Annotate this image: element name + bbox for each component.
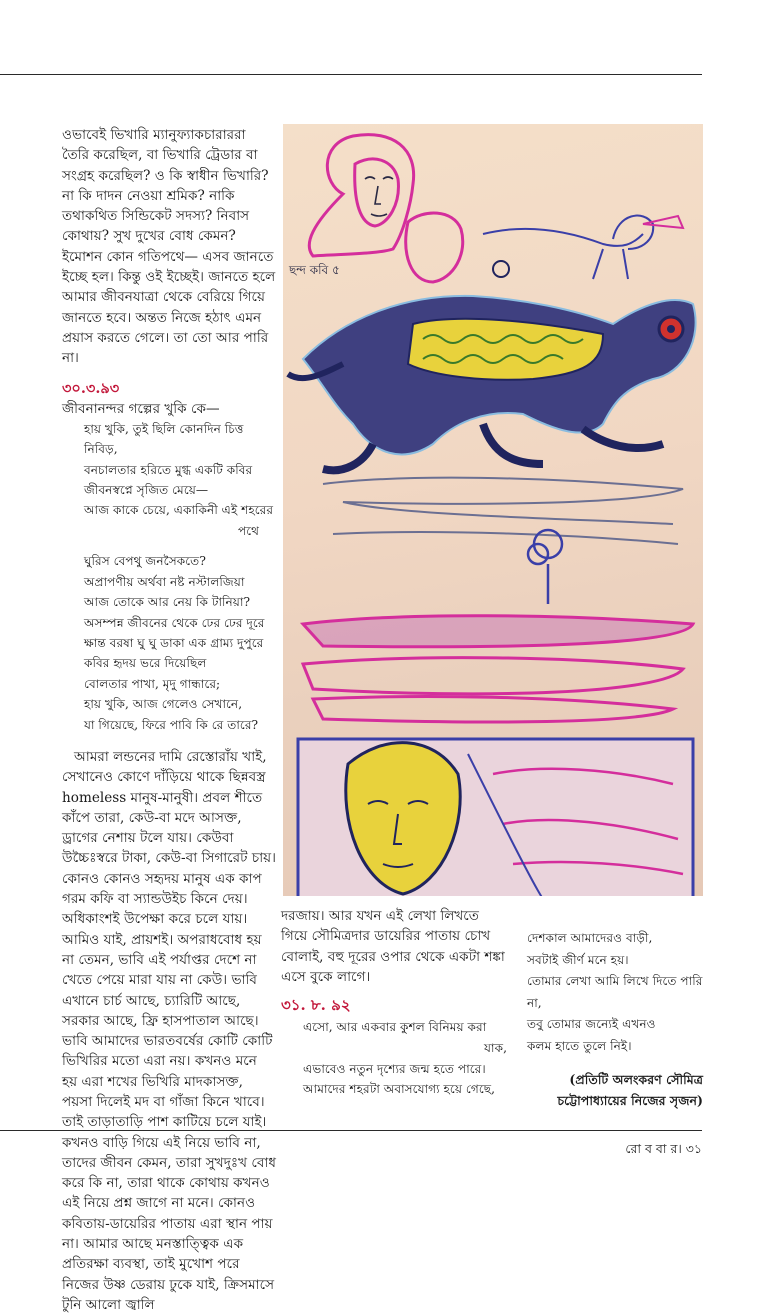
- poem-line: যাক,: [484, 1041, 507, 1056]
- poem-line: হায় খুকি, আজ গেলেও সেখানে,: [84, 697, 243, 712]
- poem-line: যা গিয়েছে, ফিরে পাবি কি রে তারে?: [84, 717, 259, 732]
- poem-line: জীবনস্বপ্নে সৃজিত মেয়ে—: [84, 483, 209, 498]
- poem-line: এভাবেও নতুন দৃশ্যের জন্ম হতে পারে।: [303, 1061, 486, 1076]
- paragraph-beggars: ওভাবেই ভিখারি ম্যানুফ্যাকচারাররা তৈরি করেছিল, বা ভিখারি ট্রেডার বা সংগ্রহ করেছিল? ও কি স্বাধীন ভিখারি? না কি দাদন নেওয়া শ্রমিক? নাকি তথাকথিত সিন্ডিকেট সদস্য? নিবাস কোথায়? সুখ দুখের বোধ কেমন? ইমোশন কোন গতিপথে— এসব জানতে ইচ্ছে হল। কিন্তু ওই ইচ্ছেই। জানতে হলে আমার জীবনযাত্রা থেকে বেরিয়ে গিয়ে জানতে হবে। অন্তত নিজে হঠাৎ এমন প্রয়াস করতে গেলে। তা তো আর পারি না।: [62, 127, 276, 367]
- poem-line: সবটাই জীর্ণ মনে হয়।: [527, 952, 629, 967]
- paragraph-london: আমরা লন্ডনের দামি রেস্তোরাঁয় খাই, সেখানেও কোণে দাঁড়িয়ে থাকে ছিন্নবস্ত্র homeless মানুষ-মানুষী। প্রবল শীতে কাঁপে তারা, কেউ-বা মদে আসক্ত, ড্রাগের নেশায় টলে যায়। কেউবা উচ্চৈঃস্বরে টাকা, কেউ-বা সিগারেট চায়। কোনও কোনও সহৃদয় মানুষ এক কাপ গরম কফি বা স্যান্ডউইচ কিনে দেয়। অধিকাংশই উপেক্ষা করে চলে যায়। আমিও যাই, প্রায়শই। অপরাধবোধ হয় না তেমন, ভাবি এই পর্যাপ্তর দেশে না খেতে পেয়ে মারা যায় না কেউ। ভাবি এখানে চার্চ আছে, চ্যারিটি আছে, সরকার আছে, ফ্রি হাসপাতাল আছে। ভাবি আমাদের ভারতবর্ষের কোটি কোটি ভিখিরির মতো এরা নয়। কখনও মনে হয় এরা শখের ভিখিরি মাদকাসক্ত, পয়সা দিলেই মদ বা গাঁজা কিনে খাবে। তাই তাড়াতাড়ি পাশ কাটিয়ে চলে যাই। কখনও বাড়ি গিয়ে এই নিয়ে ভাবি না, তাদের জীবন কেমন, তারা সুখদুঃখ বোধ করে কি না, তারা থাকে কোথায় কখনও এই নিয়ে প্রশ্ন জাগে না মনে। কোনও কবিতায়-ডায়েরির পাতায় এরা স্থান পায় না। আমার আছে মনস্তাত্ত্বিক এক প্রতিরক্ষা ব্যবস্থা, তাই মুখোশ পরে নিজের উষ্ণ ডেরায় ঢুকে যাই, ক্রিসমাসে টুনি আলো জ্বালি: [62, 748, 276, 1313]
- paragraph-continuation: দরজায়। আর যখন এই লেখা লিখতে গিয়ে সৌমিত্রদার ডায়েরির পাতায় চোখ বোলাই, বহু দূরের ওপার থেকে একটা শঙ্কা এসে বুকে লাগে।: [281, 908, 505, 985]
- diary-date-2: ৩১. ৮. ৯২: [281, 996, 351, 1015]
- poem-line: দেশকাল আমাদেরও বাড়ী,: [527, 931, 653, 945]
- poem-line: তোমার লেখা আমি লিখে দিতে পারি না,: [527, 974, 703, 1010]
- illustration-caption: (প্রতিটি অলংকরণ সৌমিত্র চট্টোপাধ্যায়ের নিজের সৃজন): [557, 1072, 703, 1108]
- poem-line: হায় খুকি, তুই ছিলি কোনদিন চিত্ত নিবিড়,: [84, 421, 244, 457]
- poem-line: তবু তোমার জন্যেই এখনও: [527, 1017, 656, 1031]
- artwork-scribble-text: ছন্দ কবি ৫: [289, 263, 340, 277]
- poem-line: অপ্রাপণীয় অর্থবা নষ্ট নস্টালজিয়া: [84, 574, 245, 589]
- poem-line: আজ কাকে চেয়ে, একাকিনী এই শহরের: [84, 503, 274, 518]
- scribble-drawing: [283, 124, 703, 896]
- poem-line: অসম্পন্ন জীবনের থেকে ঢের ঢের দূরে: [84, 615, 265, 630]
- poem-line: ক্ষান্ত বরষা ঘু ঘু ডাকা এক গ্রাম্য দুপুরে: [84, 635, 264, 650]
- bottom-rule: [0, 1130, 702, 1131]
- poem-line: ঘুরিস বেপথু জনসৈকতে?: [84, 554, 206, 569]
- diary-date-1: ৩০.৩.৯৩: [62, 379, 120, 397]
- poem-line: আজ তোকে আর নেয় কি টানিয়া?: [84, 595, 251, 610]
- poem-line: এসো, আর একবার কুশল বিনিময় করা: [303, 1020, 487, 1035]
- middle-column: [281, 906, 507, 1100]
- top-rule: [0, 74, 702, 75]
- poem-intro: জীবনানন্দর গল্পের খুকি কে—: [62, 400, 220, 417]
- poem-jibanananda: [84, 419, 276, 735]
- poem-line: আমাদের শহরটা অবাসযোগ্য হয়ে গেছে,: [303, 1082, 495, 1097]
- poem-kushal: [303, 1017, 507, 1099]
- poem-line: বোলতার পাখা, মৃদু গান্ধারে;: [84, 676, 221, 691]
- poem-line: কলম হাতে তুলে নিই।: [527, 1038, 632, 1053]
- poem-line: পথে: [238, 523, 260, 538]
- left-column: [62, 125, 276, 1315]
- right-column: [527, 928, 703, 1057]
- page-footer: রো ব বা র। ৩১: [625, 1141, 702, 1156]
- poem-line: বনচালতার হরিতে মুগ্ধ একটি কবির: [84, 462, 253, 477]
- illustration-artwork: [283, 124, 703, 896]
- poem-line: কবির হৃদয় ভরে দিয়েছিল: [84, 656, 207, 671]
